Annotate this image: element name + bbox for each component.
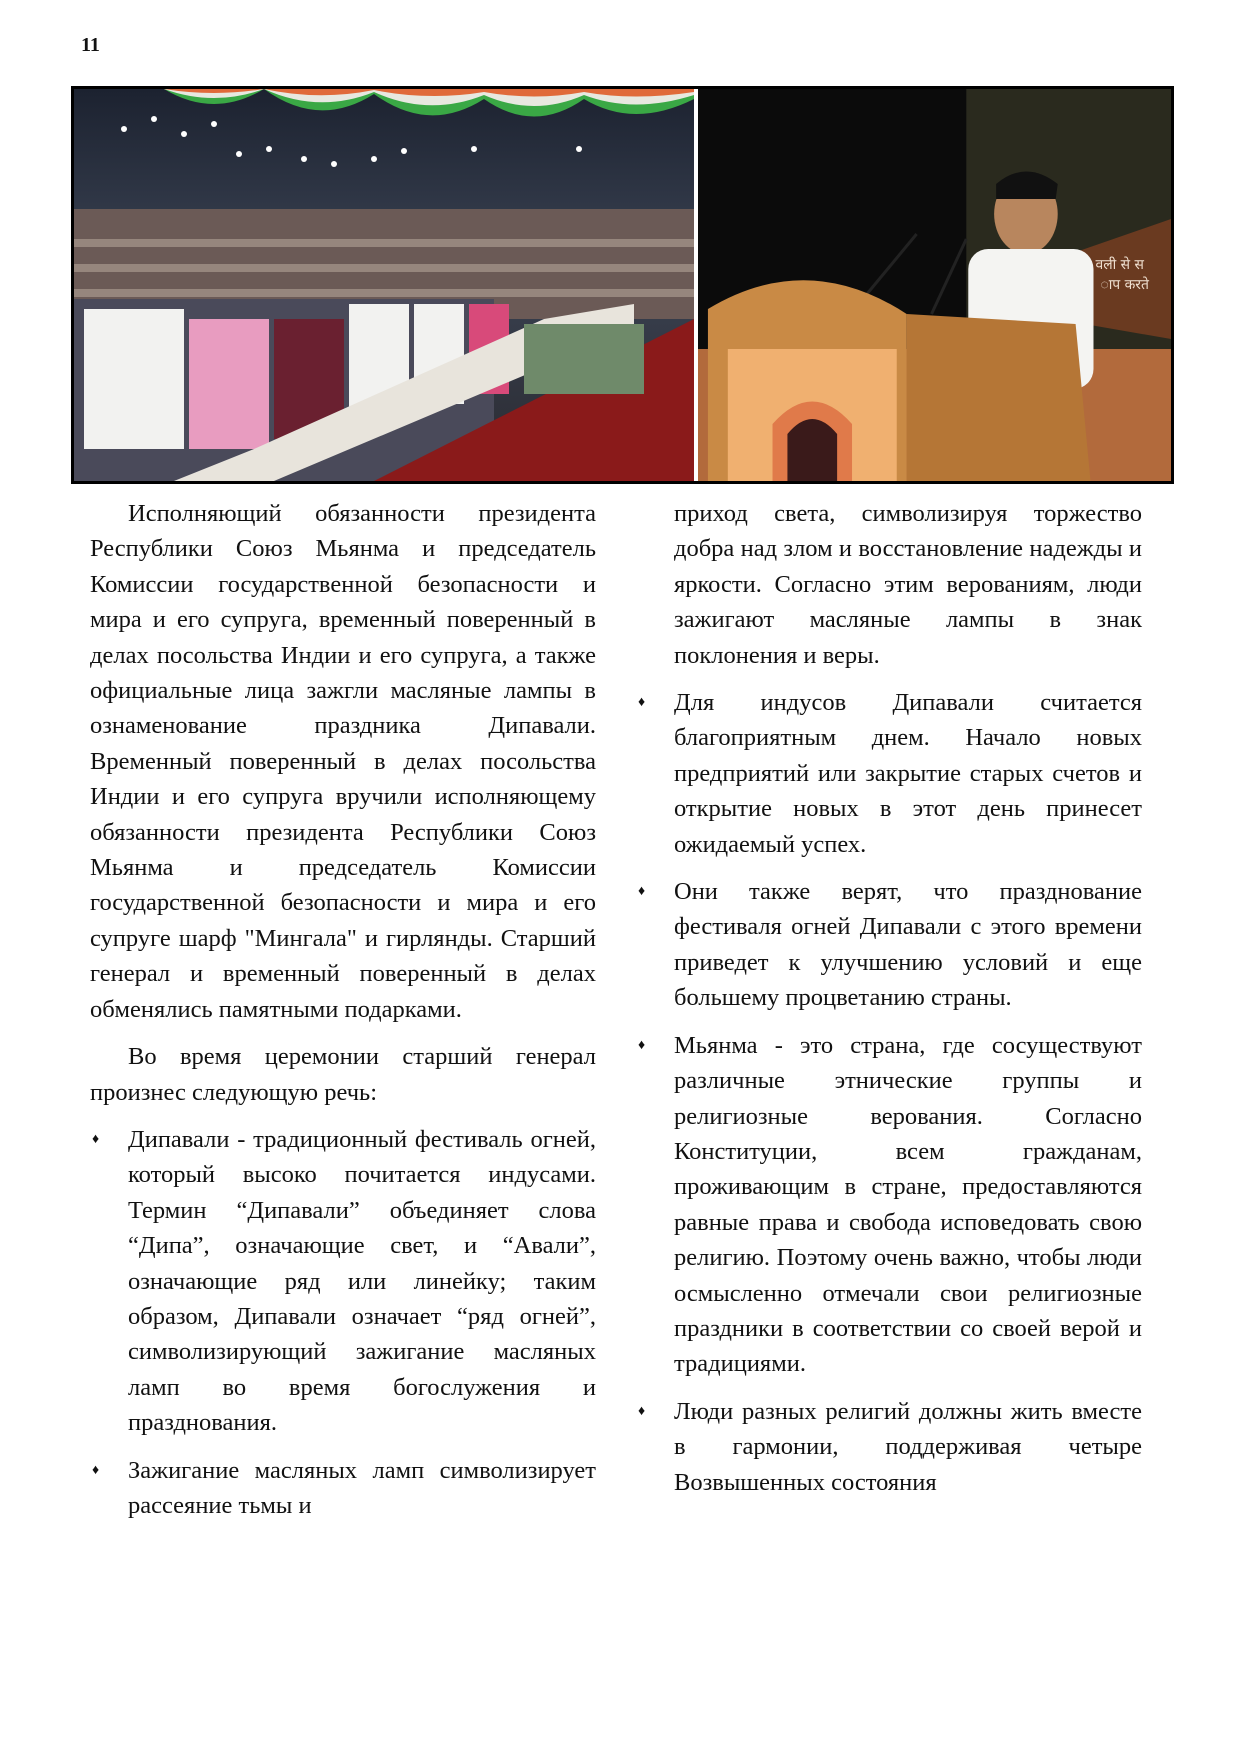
list-item-text: Люди разных религий должны жить вместе в гармонии, поддерживая четыре Возвышенных состояния xyxy=(674,1397,1142,1496)
svg-text:ाप करते: ाप करते xyxy=(1100,276,1149,294)
page-number: 11 xyxy=(81,34,100,56)
speaker-photo xyxy=(698,89,1171,481)
list-item xyxy=(636,1394,1142,1500)
speech-bullet-list-right xyxy=(636,685,1142,1500)
diamond-bullet-icon: ♦ xyxy=(92,1131,100,1147)
list-item-text: Для индусов Дипавали считается благоприятным днем. Начало новых предприятий или закрытие старых счетов и открытие новых в этот день принесет ожидаемый успех. xyxy=(674,689,1142,858)
list-item-text: Дипавали - традиционный фестиваль огней, который высоко почитается индусами. Термин “Дипавали” объединяет слова “Дипа”, означающие свет, и “Авали”, означающие ряд или линейку; таким образом, Дипавали означает “ряд огней”, символизирующий зажигание масляных ламп во время богослужения и празднования. xyxy=(128,1125,596,1437)
list-item-continuation: приход света, символизируя торжество добра над злом и восстановление надежды и яркости. Согласно этим верованиям, люди зажигают масляные лампы в знак поклонения и веры. xyxy=(674,500,1142,669)
photo-strip xyxy=(71,86,1174,484)
svg-text:वली से स: वली से स xyxy=(1095,256,1144,274)
list-item-text: Мьянма - это страна, где сосуществуют различные этнические группы и религиозные верования. Согласно Конституции, всем гражданам, проживающим в стране, предоставляются равные права и свобода исповедовать свою религию. Поэтому очень важно, чтобы люди осмысленно отмечали свои религиозные праздники в соответствии со своей верой и традициями. xyxy=(674,1031,1142,1378)
intro-paragraph: Исполняющий обязанности президента Республики Союз Мьянма и председатель Комиссии государственной безопасности и мира и его супруга, временный поверенный в делах посольства Индии и его супруга, а также официальные лица зажгли масляные лампы в ознаменование праздника Дипавали. Временный поверенный в делах посольства Индии и его супруга вручили исполняющему обязанности президента Республики Союз Мьянма и председатель Комиссии государственной безопасности и мира и его супруге шарф "Мингала" и гирлянды. Старший генерал и временный поверенный в делах обменялись памятными подарками. xyxy=(90,500,596,1023)
speaker-photo-image xyxy=(698,89,1171,481)
list-item xyxy=(90,1122,596,1441)
diamond-bullet-icon: ♦ xyxy=(638,884,646,900)
list-item-text: Зажигание масляных ламп символизирует рассеяние тьмы и xyxy=(128,1456,596,1519)
diamond-bullet-icon: ♦ xyxy=(638,1403,646,1419)
speech-bullet-list-left xyxy=(90,1122,596,1523)
list-item xyxy=(636,874,1142,1016)
speech-intro-paragraph: Во время церемонии старший генерал произнес следующую речь: xyxy=(90,1043,596,1106)
audience-photo xyxy=(74,89,698,481)
diamond-bullet-icon: ♦ xyxy=(92,1462,100,1478)
list-item xyxy=(90,1453,596,1524)
audience-photo-image xyxy=(74,89,694,481)
list-item xyxy=(636,1028,1142,1382)
list-item-text: Они также верят, что празднование фестиваля огней Дипавали с этого времени приведет к улучшению условий и еще большему процветанию страны. xyxy=(674,878,1142,1012)
diamond-bullet-icon: ♦ xyxy=(638,1037,646,1053)
right-column xyxy=(636,496,1142,1512)
list-item xyxy=(636,685,1142,862)
left-column xyxy=(90,496,596,1535)
diamond-bullet-icon: ♦ xyxy=(638,695,646,711)
